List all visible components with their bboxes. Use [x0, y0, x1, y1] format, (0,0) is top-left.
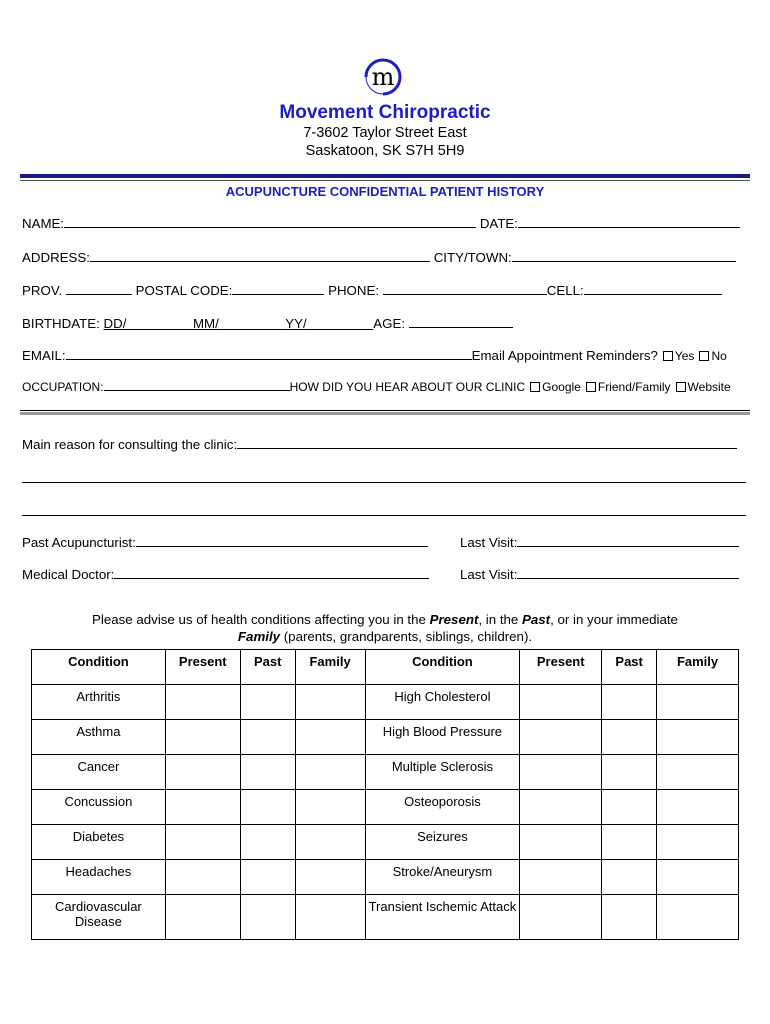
- advise-past: Past: [522, 612, 551, 627]
- form-title: ACUPUNCTURE CONFIDENTIAL PATIENT HISTORY: [225, 184, 545, 199]
- name-row: [22, 215, 740, 231]
- website-label: Website: [687, 380, 731, 394]
- clinic-address-line2: Saskatoon, SK S7H 5H9: [305, 143, 465, 159]
- google-checkbox[interactable]: [530, 382, 540, 392]
- google-label: Google: [542, 380, 581, 394]
- yes-label: Yes: [674, 349, 695, 363]
- condition-cell: Seizures: [365, 825, 520, 860]
- family-cell[interactable]: [295, 790, 365, 825]
- condition-cell: Concussion: [32, 790, 166, 825]
- birthdate-yy[interactable]: [285, 316, 373, 331]
- family-cell[interactable]: [295, 755, 365, 790]
- condition-cell: Stroke/Aneurysm: [365, 860, 520, 895]
- yy-label: YY/: [285, 316, 307, 331]
- past-cell[interactable]: [602, 860, 657, 895]
- main-reason-row: [22, 436, 737, 452]
- how-hear-label: HOW DID YOU HEAR ABOUT OUR CLINIC: [289, 380, 526, 394]
- condition-cell: Osteoporosis: [365, 790, 520, 825]
- header-rule-thin: [20, 180, 750, 181]
- header-present-left: Present: [165, 650, 240, 685]
- header-condition-right: Condition: [365, 650, 520, 685]
- present-cell[interactable]: [165, 755, 240, 790]
- postal-input[interactable]: [232, 282, 324, 295]
- present-cell[interactable]: [520, 860, 602, 895]
- birthdate-row: [22, 315, 513, 331]
- section-divider: [20, 410, 750, 411]
- family-cell[interactable]: [657, 685, 739, 720]
- email-input[interactable]: [66, 347, 472, 360]
- doctor-last-visit-row: [460, 566, 739, 582]
- advise-part3: , or in your immediate: [550, 612, 678, 627]
- header-past-left: Past: [240, 650, 295, 685]
- present-cell[interactable]: [165, 685, 240, 720]
- main-reason-input[interactable]: [237, 436, 737, 449]
- main-reason-label: Main reason for consulting the clinic:: [22, 437, 238, 452]
- condition-cell: Arthritis: [32, 685, 166, 720]
- advise-family: Family: [237, 629, 281, 644]
- family-cell[interactable]: [657, 755, 739, 790]
- age-label: AGE:: [373, 316, 406, 331]
- email-row: [22, 347, 727, 363]
- advise-part2: , in the: [478, 612, 523, 627]
- condition-cell: Multiple Sclerosis: [365, 755, 520, 790]
- past-cell[interactable]: [240, 895, 295, 940]
- advise-part1: Please advise us of health conditions affecting you in the: [92, 612, 430, 627]
- address-input[interactable]: [90, 249, 430, 262]
- date-label: DATE:: [479, 216, 518, 231]
- past-cell[interactable]: [602, 790, 657, 825]
- medical-doctor-label: Medical Doctor:: [22, 567, 115, 582]
- table-header-row: [32, 650, 739, 685]
- header-family-right: Family: [657, 650, 739, 685]
- condition-cell: Diabetes: [32, 825, 166, 860]
- occupation-label: OCCUPATION:: [22, 380, 104, 394]
- table-row: [32, 895, 739, 940]
- prov-label: PROV.: [22, 283, 63, 298]
- table-row: [32, 860, 739, 895]
- condition-cell: Asthma: [32, 720, 166, 755]
- header-present-right: Present: [520, 650, 602, 685]
- past-acupuncturist-input[interactable]: [136, 534, 428, 547]
- past-cell[interactable]: [240, 860, 295, 895]
- name-label: NAME:: [22, 216, 65, 231]
- condition-cell: Cancer: [32, 755, 166, 790]
- city-input[interactable]: [512, 249, 736, 262]
- condition-cell: Headaches: [32, 860, 166, 895]
- advise-present: Present: [429, 612, 479, 627]
- medical-doctor-input[interactable]: [114, 566, 429, 579]
- clinic-address-line1: 7-3602 Taylor Street East: [303, 125, 467, 141]
- doctor-last-visit-label: Last Visit:: [460, 567, 518, 582]
- past-cell[interactable]: [240, 755, 295, 790]
- friend-family-checkbox[interactable]: [586, 382, 596, 392]
- family-cell[interactable]: [295, 825, 365, 860]
- contact-row: [22, 282, 722, 298]
- no-label: No: [711, 349, 727, 363]
- condition-cell: Cardiovascular Disease: [32, 895, 166, 940]
- past-cell[interactable]: [602, 825, 657, 860]
- present-cell[interactable]: [520, 755, 602, 790]
- past-cell[interactable]: [240, 825, 295, 860]
- table-row: [32, 790, 739, 825]
- acupuncturist-last-visit-input[interactable]: [517, 534, 739, 547]
- family-cell[interactable]: [295, 860, 365, 895]
- past-acupuncturist-label: Past Acupuncturist:: [22, 535, 136, 550]
- condition-cell: High Cholesterol: [365, 685, 520, 720]
- main-reason-line-3[interactable]: [22, 515, 746, 516]
- city-label: CITY/TOWN:: [433, 250, 512, 265]
- table-row: [32, 755, 739, 790]
- header-condition-left: Condition: [32, 650, 166, 685]
- name-input[interactable]: [64, 215, 476, 228]
- birthdate-mm[interactable]: [193, 316, 285, 331]
- family-cell[interactable]: [657, 790, 739, 825]
- email-reminders-label: Email Appointment Reminders?: [471, 348, 658, 363]
- header-rule: [20, 174, 750, 178]
- condition-cell: High Blood Pressure: [365, 720, 520, 755]
- table-row: [32, 685, 739, 720]
- family-cell[interactable]: [657, 720, 739, 755]
- present-cell[interactable]: [165, 790, 240, 825]
- website-checkbox[interactable]: [676, 382, 686, 392]
- past-cell[interactable]: [240, 720, 295, 755]
- clinic-name: Movement Chiropractic: [279, 102, 491, 123]
- past-cell[interactable]: [240, 790, 295, 825]
- past-cell[interactable]: [602, 755, 657, 790]
- family-cell[interactable]: [295, 895, 365, 940]
- clinic-logo: [360, 55, 406, 99]
- present-cell[interactable]: [520, 790, 602, 825]
- mm-label: MM/: [192, 316, 219, 331]
- birthdate-label: BIRTHDATE:: [22, 316, 100, 331]
- main-reason-line-2[interactable]: [22, 482, 746, 483]
- present-cell[interactable]: [165, 825, 240, 860]
- date-input[interactable]: [518, 215, 740, 228]
- family-cell[interactable]: [657, 895, 739, 940]
- present-cell[interactable]: [165, 895, 240, 940]
- past-cell[interactable]: [602, 895, 657, 940]
- logo-letter: m: [371, 63, 395, 91]
- header-past-right: Past: [602, 650, 657, 685]
- past-cell[interactable]: [240, 685, 295, 720]
- table-row: [32, 720, 739, 755]
- doctor-last-visit-input[interactable]: [517, 566, 739, 579]
- friend-family-label: Friend/Family: [597, 380, 671, 394]
- present-cell[interactable]: [165, 860, 240, 895]
- phone-input[interactable]: [383, 282, 547, 295]
- past-cell[interactable]: [602, 685, 657, 720]
- family-cell[interactable]: [657, 860, 739, 895]
- present-cell[interactable]: [165, 720, 240, 755]
- condition-cell: Transient Ischemic Attack: [365, 895, 520, 940]
- present-cell[interactable]: [520, 685, 602, 720]
- family-cell[interactable]: [657, 825, 739, 860]
- reminders-no-checkbox[interactable]: [699, 351, 709, 361]
- present-cell[interactable]: [520, 895, 602, 940]
- family-cell[interactable]: [295, 685, 365, 720]
- cell-label: CELL:: [546, 283, 584, 298]
- dd-label: DD/: [103, 316, 127, 331]
- acupuncturist-last-visit-label: Last Visit:: [460, 535, 518, 550]
- table-row: [32, 825, 739, 860]
- occupation-input[interactable]: [104, 378, 290, 391]
- section-divider-shadow: [20, 412, 750, 415]
- health-advise-text: [0, 611, 770, 645]
- email-label: EMAIL:: [22, 348, 66, 363]
- family-cell[interactable]: [295, 720, 365, 755]
- phone-label: PHONE:: [328, 283, 380, 298]
- address-row: [22, 249, 736, 265]
- reminders-yes-checkbox[interactable]: [663, 351, 673, 361]
- past-cell[interactable]: [602, 720, 657, 755]
- address-label: ADDRESS:: [22, 250, 90, 265]
- present-cell[interactable]: [520, 720, 602, 755]
- header-family-left: Family: [295, 650, 365, 685]
- medical-doctor-row: [22, 566, 429, 582]
- past-acupuncturist-row: [22, 534, 428, 550]
- birthdate-dd[interactable]: [104, 316, 193, 331]
- prov-input[interactable]: [66, 282, 132, 295]
- postal-label: POSTAL CODE:: [135, 283, 233, 298]
- advise-part4: (parents, grandparents, siblings, children).: [280, 629, 533, 644]
- cell-input[interactable]: [584, 282, 722, 295]
- present-cell[interactable]: [520, 825, 602, 860]
- age-input[interactable]: [409, 315, 513, 328]
- acupuncturist-last-visit-row: [460, 534, 739, 550]
- occupation-row: [22, 378, 731, 394]
- health-conditions-table: [31, 649, 739, 940]
